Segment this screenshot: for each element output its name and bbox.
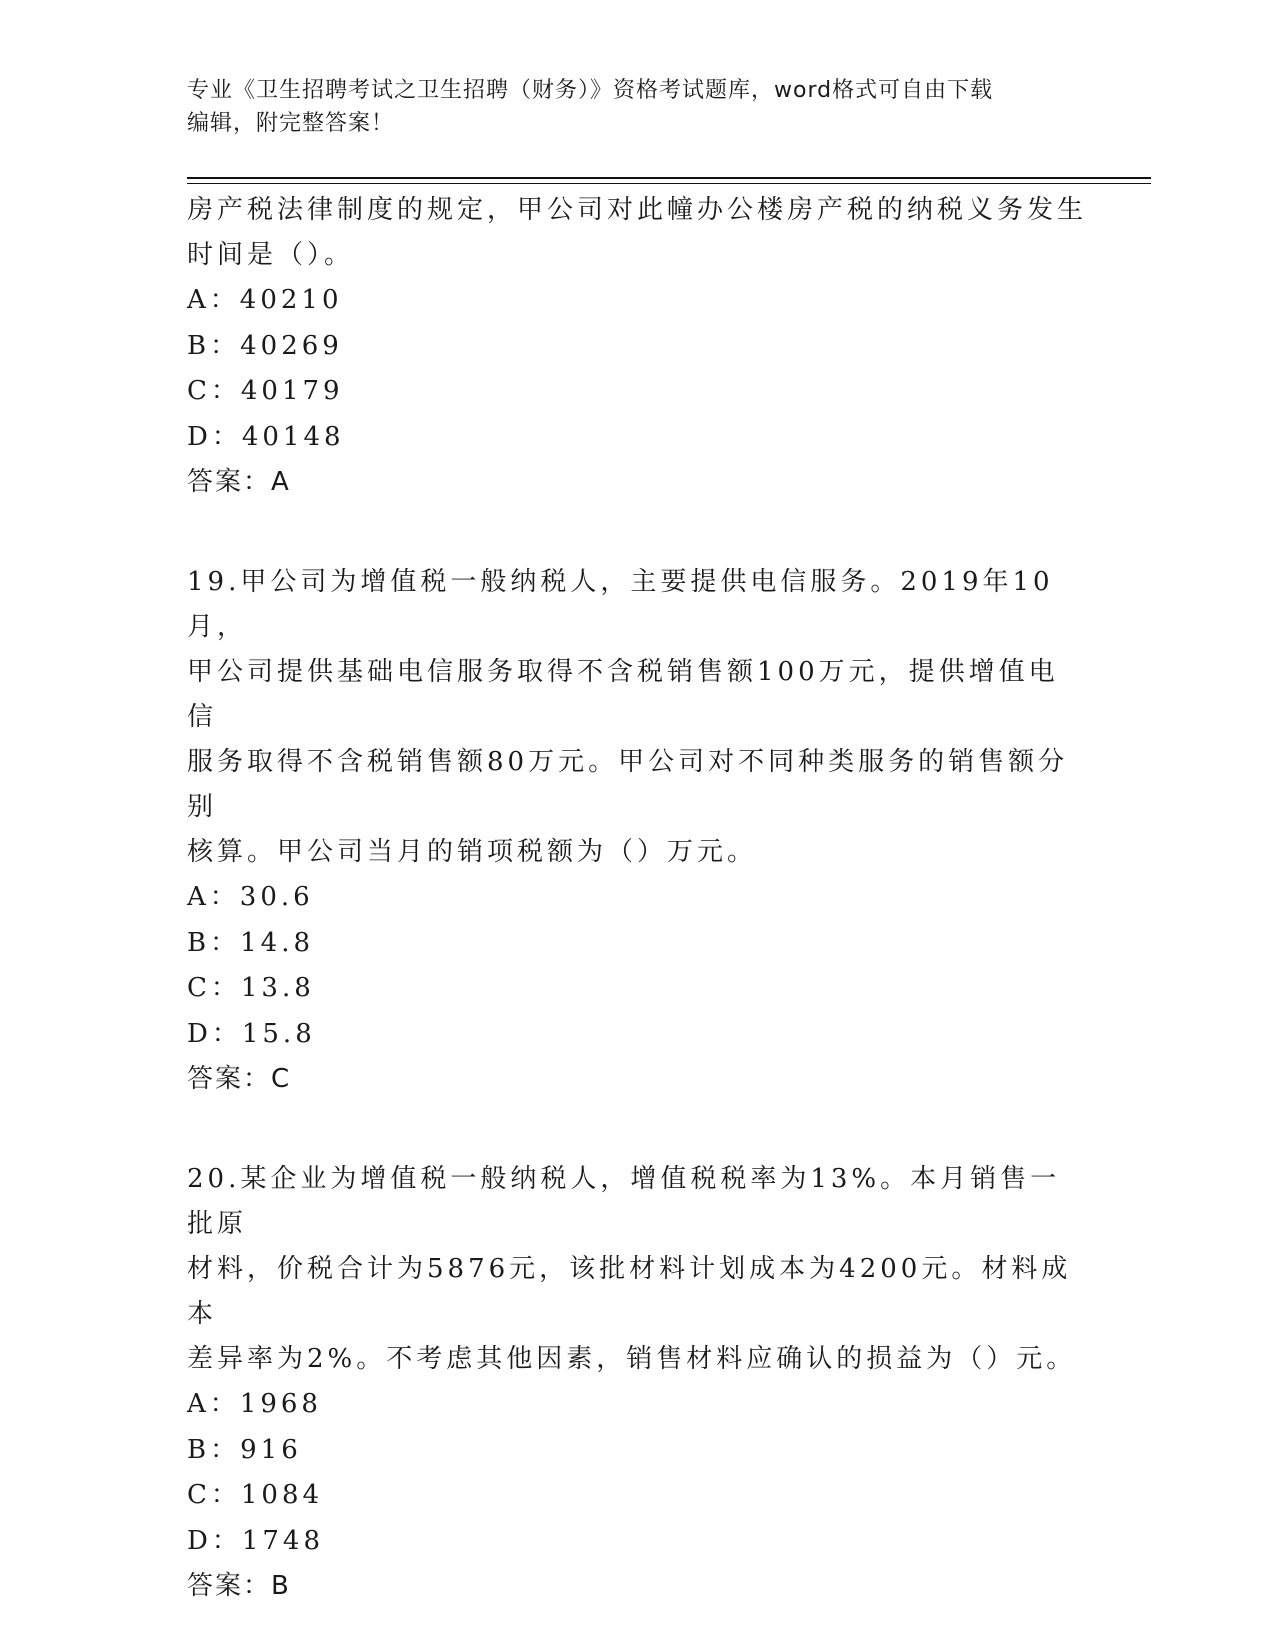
header-divider-thin xyxy=(187,183,1151,184)
question-18 xyxy=(187,188,1087,505)
option-b: B：916 xyxy=(187,1434,302,1465)
answer-line: 答案：C xyxy=(187,1064,292,1094)
question-text-line: 20.某企业为增值税一般纳税人，增值税税率为13%。本月销售一批原 xyxy=(187,1164,1061,1239)
option-b: B：14.8 xyxy=(187,927,314,958)
answer-line: 答案：A xyxy=(187,467,291,497)
question-text-line: 19.甲公司为增值税一般纳税人，主要提供电信服务。2019年10月， xyxy=(187,567,1054,642)
header-line-2: 编辑，附完整答案！ xyxy=(187,111,395,136)
question-text-line: 服务取得不含税销售额80万元。甲公司对不同种类服务的销售额分别 xyxy=(187,747,1069,822)
document-body xyxy=(187,188,1087,1609)
option-d: D：15.8 xyxy=(187,1018,316,1049)
question-text-line: 房产税法律制度的规定，甲公司对此幢办公楼房产税的纳税义务发生 xyxy=(187,195,1088,225)
option-c: C：13.8 xyxy=(187,973,315,1003)
header-line-1: 专业《卫生招聘考试之卫生招聘（财务）》资格考试题库，word格式可自由下载 xyxy=(187,78,994,103)
question-text-line: 差异率为2%。不考虑其他因素，销售材料应确认的损益为（）元。 xyxy=(187,1344,1077,1374)
option-b: B：40269 xyxy=(187,330,343,361)
question-text-line: 核算。甲公司当月的销项税额为（）万元。 xyxy=(187,837,758,867)
option-c: C：1084 xyxy=(187,1480,324,1510)
header-divider-thick xyxy=(187,177,1151,179)
question-text-line: 甲公司提供基础电信服务取得不含税销售额100万元，提供增值电信 xyxy=(187,657,1059,732)
question-text-line: 材料，价税合计为5876元，该批材料计划成本为4200元。材料成本 xyxy=(187,1254,1072,1329)
option-a: A：1968 xyxy=(187,1389,322,1419)
option-d: D：40148 xyxy=(187,421,345,452)
question-19 xyxy=(187,560,1087,1102)
option-c: C：40179 xyxy=(187,376,344,406)
option-d: D：1748 xyxy=(187,1525,325,1556)
question-20 xyxy=(187,1157,1087,1609)
question-text-line: 时间是（）。 xyxy=(187,240,355,270)
document-header xyxy=(187,74,1087,140)
option-a: A：30.6 xyxy=(187,882,314,912)
option-a: A：40210 xyxy=(187,285,343,315)
answer-line: 答案：B xyxy=(187,1571,291,1601)
